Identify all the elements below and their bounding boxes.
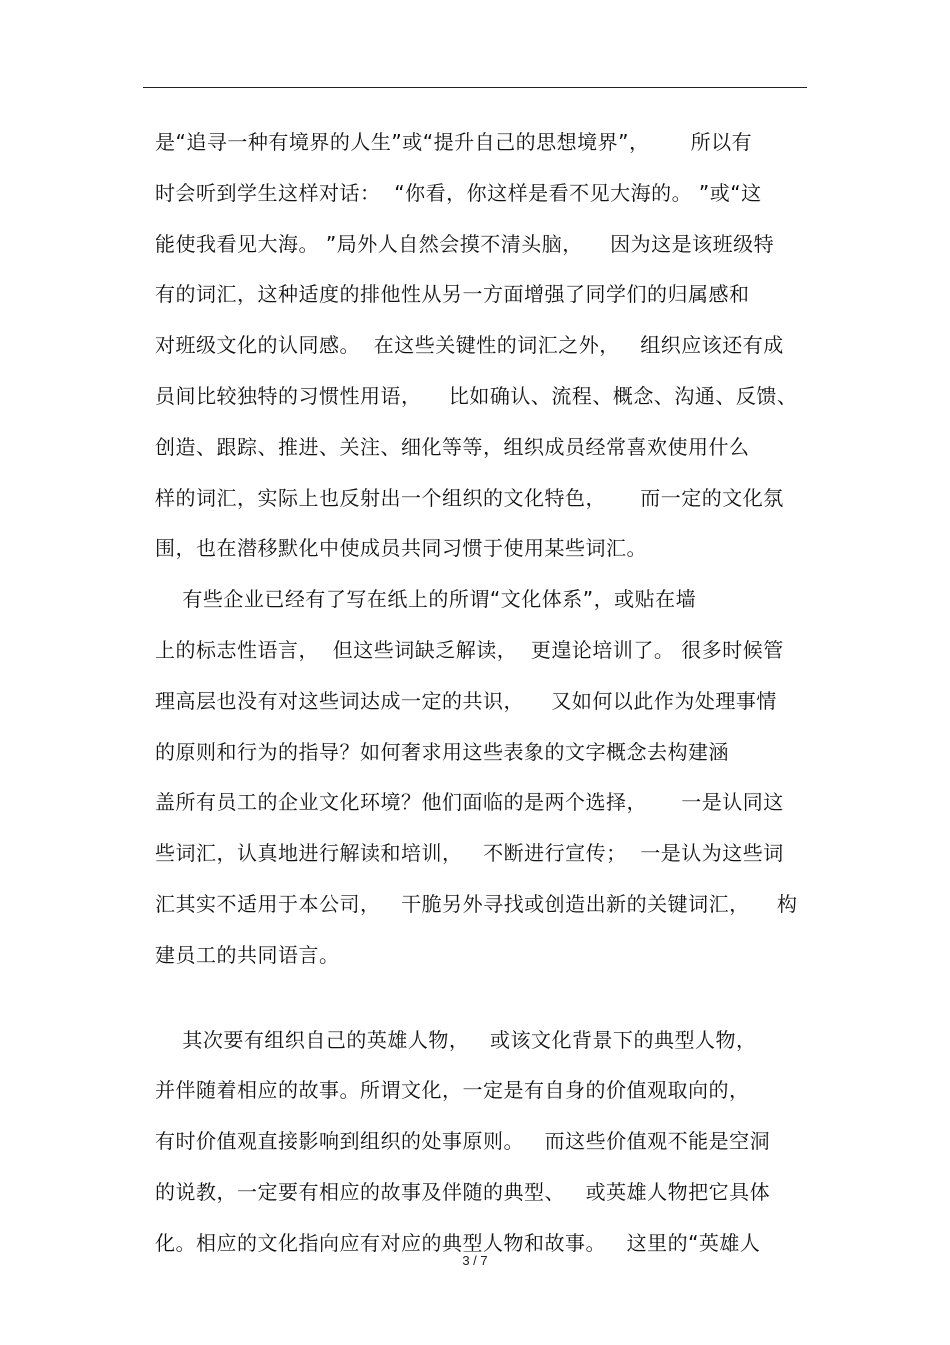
text-line: 上的标志性语言， 但这些词缺乏解读， 更遑论培训了。 很多时候管 [155, 637, 784, 662]
text-line: 对班级文化的认同感。 在这些关键性的词汇之外， 组织应该还有成 [155, 333, 784, 358]
header-rule [143, 87, 807, 88]
text-line: 并伴随着相应的故事。所谓文化，一定是有自身的价值观取向的， [155, 1078, 750, 1103]
text-line: 创造、跟踪、推进、关注、细化等等，组织成员经常喜欢使用什么 [155, 434, 750, 459]
paragraph-spacer [155, 984, 805, 1018]
text-line: 建员工的共同语言。 [155, 942, 340, 967]
paragraph-3 [155, 1018, 805, 1272]
text-line: 理高层也没有对这些词达成一定的共识， 又如何以此作为处理事情 [155, 688, 777, 713]
text-line: 是“追寻一种有境界的人生”或“提升自己的思想境界”， 所以有 [155, 130, 753, 154]
text-line: 汇其实不适用于本公司， 干脆另外寻找或创造出新的关键词汇， 构 [155, 891, 798, 916]
text-line: 能使我看见大海。 ”局外人自然会摸不清头脑， 因为这是该班级特 [155, 231, 775, 256]
paragraph-2 [155, 577, 805, 983]
text-line: 盖所有员工的企业文化环境？他们面临的是两个选择， 一是认同这 [155, 790, 784, 815]
document-body [155, 120, 805, 1272]
text-line: 员间比较独特的习惯性用语， 比如确认、流程、概念、沟通、反馈、 [155, 383, 798, 408]
text-line: 围，也在潜移默化中使成员共同习惯于使用某些词汇。 [155, 536, 647, 561]
page-number: 3 / 7 [462, 1253, 488, 1268]
text-line: 有的词汇，这种适度的排他性从另一方面增强了同学们的归属感和 [155, 282, 750, 307]
text-line: 些词汇，认真地进行解读和培训， 不断进行宣传； 一是认为这些词 [155, 841, 784, 866]
text-line: 化。相应的文化指向应有对应的典型人物和故事。 这里的“英雄人 [155, 1230, 761, 1255]
text-line: 有些企业已经有了写在纸上的所谓“文化体系”，或贴在墙 [155, 587, 697, 612]
text-line: 的原则和行为的指导？如何奢求用这些表象的文字概念去构建涵 [155, 739, 729, 764]
text-line: 的说教，一定要有相应的故事及伴随的典型、 或英雄人物把它具体 [155, 1179, 771, 1204]
text-line: 时会听到学生这样对话： “你看，你这样是看不见大海的。 ”或“这 [155, 180, 762, 205]
paragraph-1 [155, 120, 805, 577]
text-line: 样的词汇，实际上也反射出一个组织的文化特色， 而一定的文化氛 [155, 485, 784, 510]
text-line: 其次要有组织自己的英雄人物， 或该文化背景下的典型人物， [155, 1027, 757, 1052]
text-line: 有时价值观直接影响到组织的处事原则。 而这些价值观不能是空洞 [155, 1129, 771, 1154]
